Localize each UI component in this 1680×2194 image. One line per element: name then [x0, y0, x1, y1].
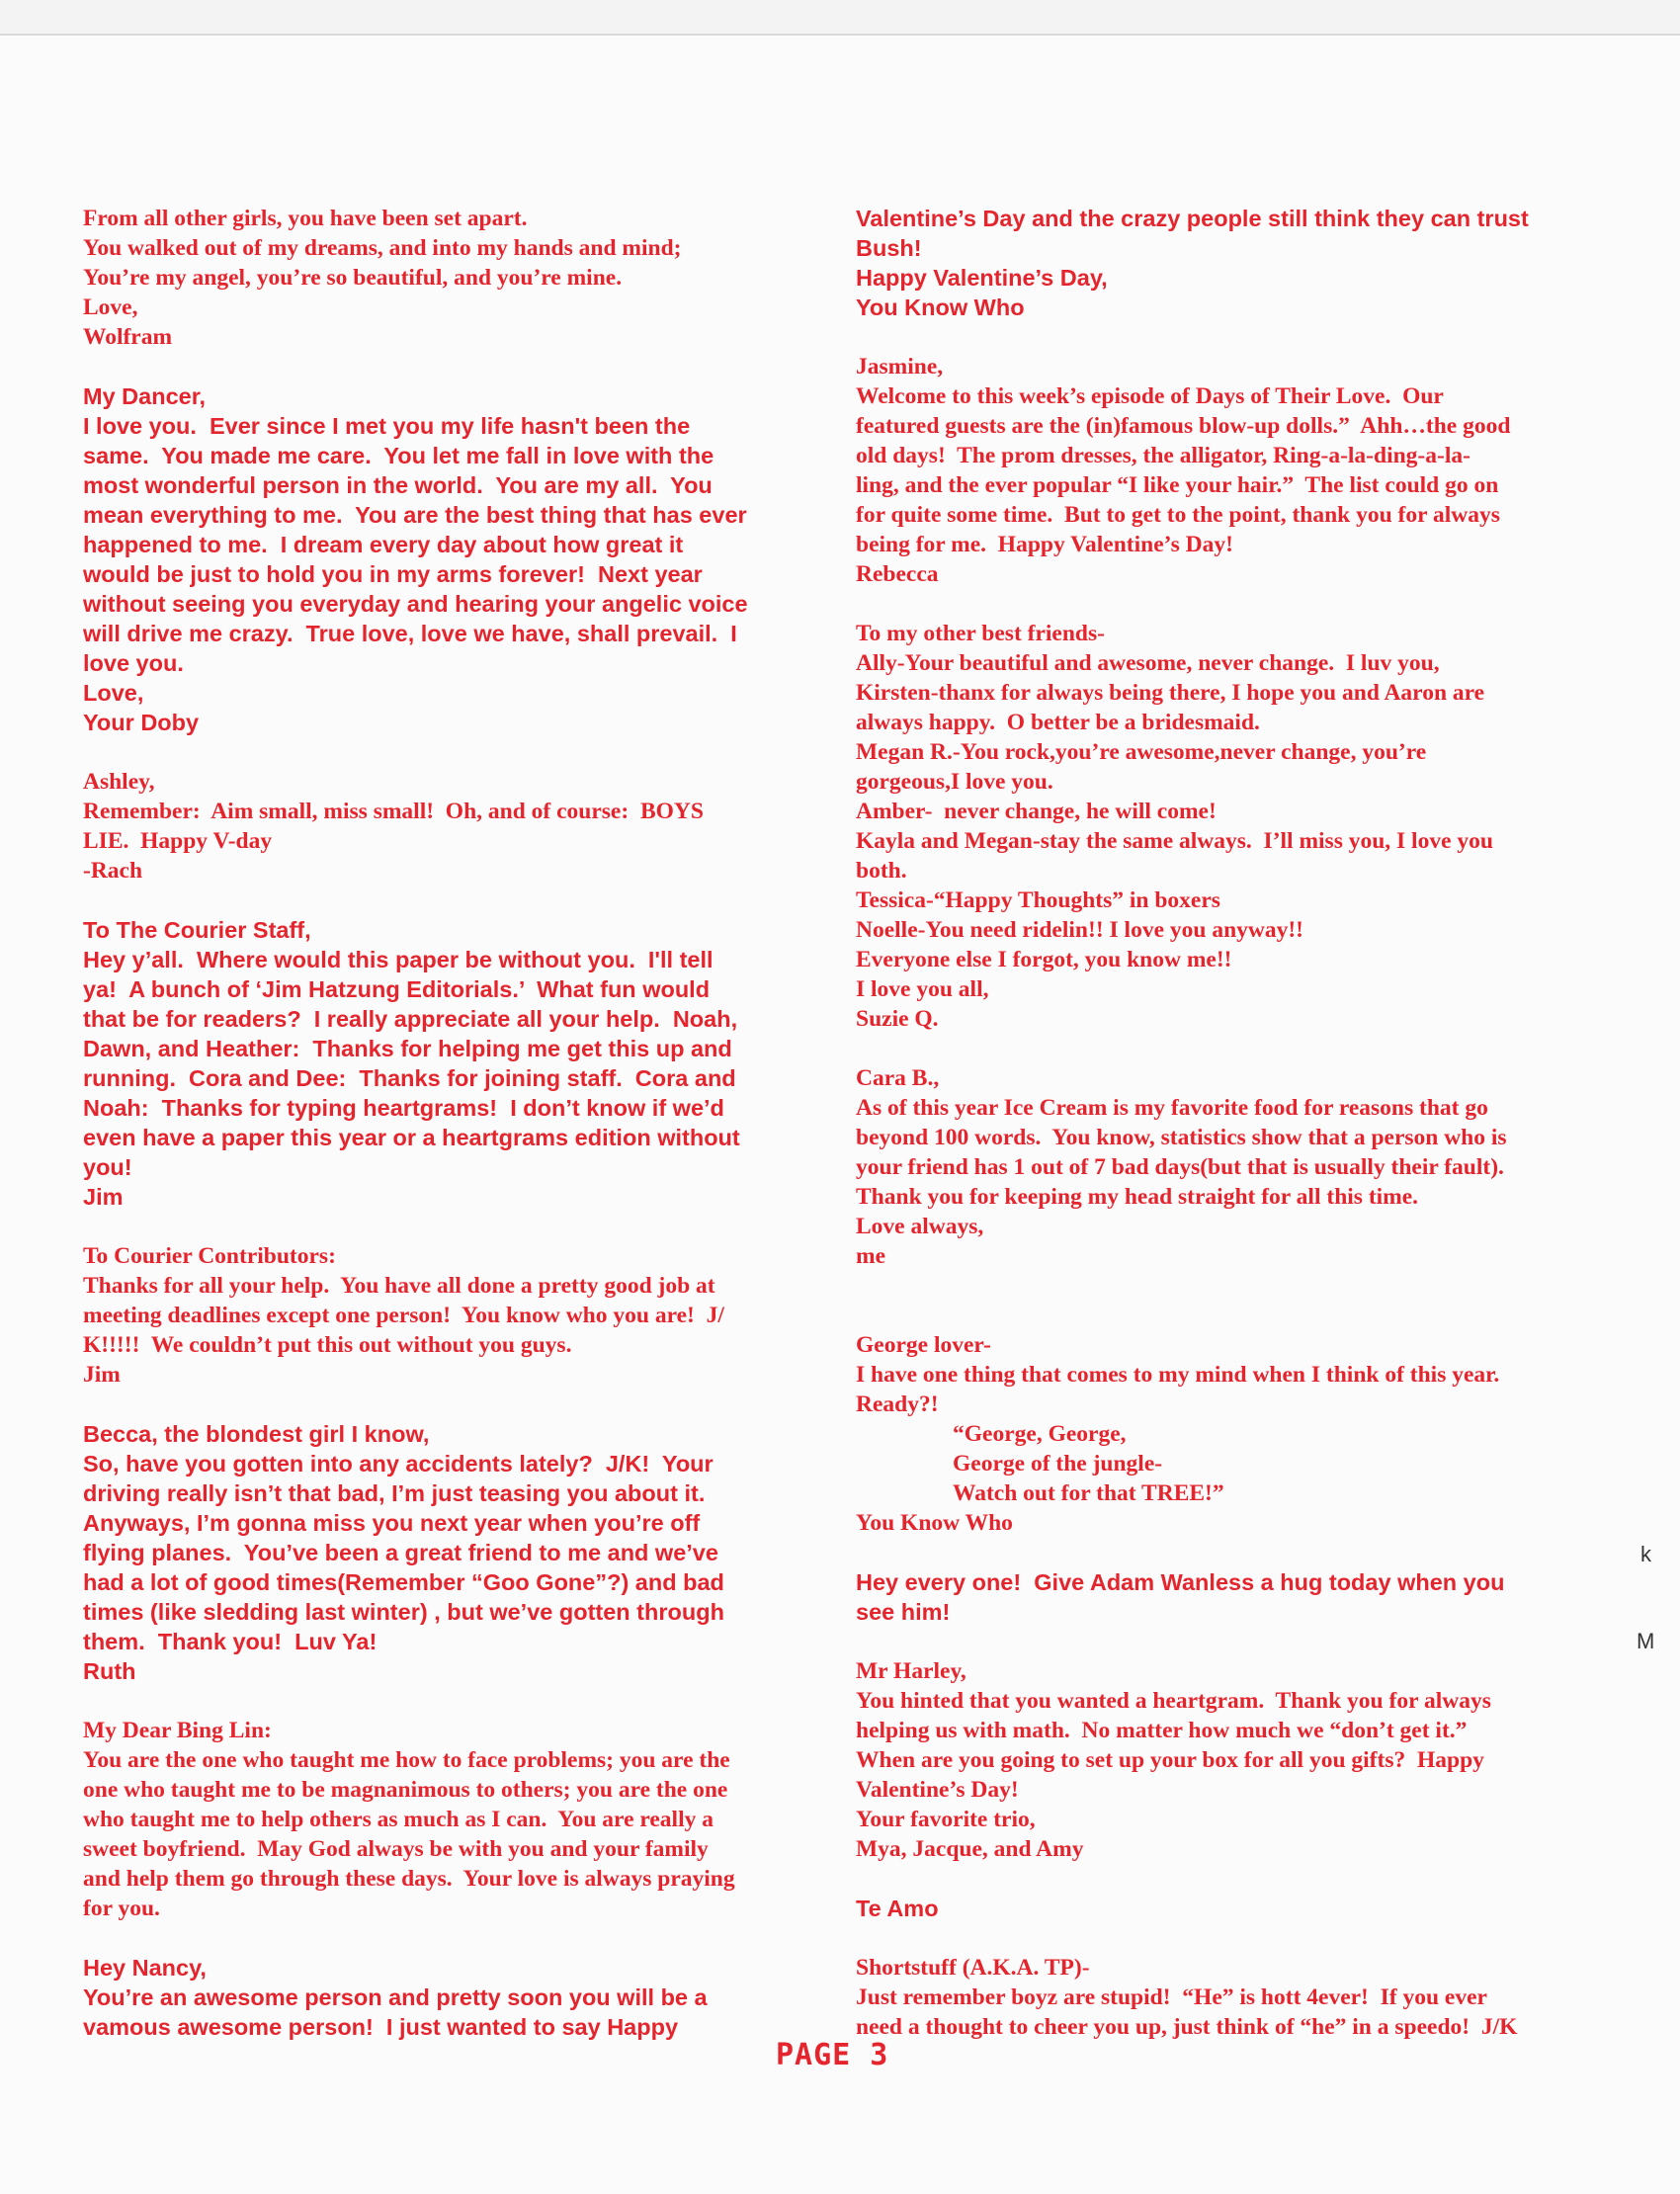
message-line: times (like sledding last winter) , but we’ve gotten through	[83, 1599, 724, 1625]
message-line: would be just to hold you in my arms forever! Next year	[83, 561, 703, 587]
message-line: Kirsten-thanx for always being there, I hope you and Aaron are	[856, 680, 1485, 706]
message-line: and help them go through these days. Your love is always praying	[83, 1866, 735, 1892]
message-line: without seeing you everyday and hearing your angelic voice	[83, 591, 748, 617]
message-line: You’re an awesome person and pretty soon you will be a	[83, 1984, 708, 2010]
message-line: old days! The prom dresses, the alligator, Ring-a-la-ding-a-la-	[856, 443, 1470, 468]
message-line: To my other best friends-	[856, 621, 1105, 646]
message-line: driving really isn’t that bad, I’m just teasing you about it.	[83, 1480, 706, 1506]
message-line: Happy Valentine’s Day,	[856, 265, 1108, 291]
message-line: Cara B.,	[856, 1065, 940, 1091]
message-line: I love you all,	[856, 976, 989, 1002]
message-line: most wonderful person in the world. You are my all. You	[83, 472, 713, 498]
message-line: LIE. Happy V-day	[83, 828, 273, 854]
message-line: I love you. Ever since I met you my life hasn't been the	[83, 413, 691, 439]
message-line: Shortstuff (A.K.A. TP)-	[856, 1955, 1090, 1981]
message-line: me	[856, 1243, 886, 1269]
message-line: Valentine’s Day!	[856, 1777, 1019, 1803]
message-line: who taught me to help others as much as I can. You are really a	[83, 1807, 714, 1832]
message-line: love you.	[83, 650, 184, 676]
heartgram-message	[856, 1894, 1607, 1923]
message-line: Your Doby	[83, 710, 200, 735]
message-line: helping us with math. No matter how much we “don’t get it.”	[856, 1718, 1468, 1743]
message-line: Noelle-You need ridelin!! I love you anyway!!	[856, 917, 1304, 943]
message-line: As of this year Ice Cream is my favorite food for reasons that go	[856, 1095, 1488, 1121]
message-line: beyond 100 words. You know, statistics show that a person who is	[856, 1125, 1507, 1150]
message-line: Ruth	[83, 1658, 136, 1684]
heartgram-message	[856, 1656, 1607, 1864]
left-column	[83, 204, 834, 2071]
message-line: -Rach	[83, 858, 143, 884]
message-line: Love always,	[856, 1214, 984, 1239]
message-line: Just remember boyz are stupid! “He” is hott 4ever! If you ever	[856, 1984, 1487, 2010]
page-number: PAGE 3	[776, 2038, 889, 2072]
right-column	[856, 204, 1607, 2071]
message-line: Bush!	[856, 235, 922, 261]
message-line: Your favorite trio,	[856, 1807, 1036, 1832]
margin-letter-m: M	[1637, 1629, 1655, 1653]
message-line: Kayla and Megan-stay the same always. I’ll miss you, I love you	[856, 828, 1493, 854]
message-line: for you.	[83, 1896, 160, 1921]
message-line: flying planes. You’ve been a great friend to me and we’ve	[83, 1540, 718, 1565]
message-line: Hey Nancy,	[83, 1955, 207, 1981]
message-line: always happy. O better be a bridesmaid.	[856, 710, 1260, 735]
message-line: you!	[83, 1154, 132, 1180]
message-line	[856, 1271, 1607, 1301]
message-line: running. Cora and Dee: Thanks for joining staff. Cora and	[83, 1065, 736, 1091]
message-line: Love,	[83, 680, 144, 706]
message-line: Ready?!	[856, 1392, 939, 1417]
message-line: mean everything to me. You are the best thing that has ever	[83, 502, 747, 528]
message-line: Watch out for that TREE!”	[953, 1480, 1224, 1506]
message-line: Jim	[83, 1362, 121, 1388]
message-line: being for me. Happy Valentine’s Day!	[856, 532, 1233, 557]
message-line: I have one thing that comes to my mind when I think of this year.	[856, 1362, 1500, 1388]
message-line: that be for readers? I really appreciate all your help. Noah,	[83, 1006, 738, 1032]
heartgram-message	[83, 1419, 834, 1686]
message-line: Love,	[83, 295, 138, 320]
message-line: George of the jungle-	[953, 1451, 1163, 1477]
message-line: You hinted that you wanted a heartgram. Thank you for always	[856, 1688, 1491, 1714]
heartgram-message	[83, 1241, 834, 1390]
message-line: My Dancer,	[83, 383, 207, 409]
message-line: Everyone else I forgot, you know me!!	[856, 947, 1232, 972]
message-line: “George, George,	[953, 1421, 1127, 1447]
message-line: Te Amo	[856, 1896, 939, 1921]
message-line: When are you going to set up your box for all you gifts? Happy	[856, 1747, 1484, 1773]
message-line: Megan R.-You rock,you’re awesome,never change, you’re	[856, 739, 1427, 765]
message-line: Tessica-“Happy Thoughts” in boxers	[856, 887, 1220, 913]
heartgram-message	[856, 619, 1607, 1034]
message-line: Thanks for all your help. You have all done a pretty good job at	[83, 1273, 715, 1299]
message-line: Hey y’all. Where would this paper be without you. I'll tell	[83, 947, 714, 972]
heartgram-message	[83, 915, 834, 1212]
message-line: Hey every one! Give Adam Wanless a hug today when you	[856, 1569, 1505, 1595]
heartgram-message	[856, 204, 1607, 322]
heartgram-message	[83, 381, 834, 737]
message-line: had a lot of good times(Remember “Goo Gone”?) and bad	[83, 1569, 724, 1595]
message-line: ya! A bunch of ‘Jim Hatzung Editorials.’ What fun would	[83, 976, 711, 1002]
message-line: From all other girls, you have been set apart.	[83, 206, 528, 231]
heartgram-message	[83, 767, 834, 886]
message-line: see him!	[856, 1599, 951, 1625]
message-line: even have a paper this year or a heartgrams edition without	[83, 1125, 740, 1150]
message-line: You Know Who	[856, 295, 1025, 320]
message-line: Rebecca	[856, 561, 939, 587]
message-line: vamous awesome person! I just wanted to say Happy	[83, 2014, 679, 2040]
heartgram-message	[856, 352, 1607, 589]
message-line: meeting deadlines except one person! You know who you are! J/	[83, 1303, 724, 1328]
message-line: sweet boyfriend. May God always be with you and your family	[83, 1836, 709, 1862]
scan-top-edge	[0, 0, 1680, 36]
message-line: Jasmine,	[856, 354, 944, 380]
message-line: To Courier Contributors:	[83, 1243, 336, 1269]
message-line: My Dear Bing Lin:	[83, 1718, 272, 1743]
message-line: same. You made me care. You let me fall in love with the	[83, 443, 714, 468]
message-line: Jim	[83, 1184, 124, 1210]
message-line: Suzie Q.	[856, 1006, 939, 1032]
message-line: Noah: Thanks for typing heartgrams! I don’t know if we’d	[83, 1095, 724, 1121]
message-line: You are the one who taught me how to face problems; you are the	[83, 1747, 730, 1773]
message-line: Ally-Your beautiful and awesome, never change. I luv you,	[856, 650, 1440, 676]
message-line: will drive me crazy. True love, love we have, shall prevail. I	[83, 621, 737, 646]
message-line: To The Courier Staff,	[83, 917, 311, 943]
message-line: your friend has 1 out of 7 bad days(but that is usually their fault).	[856, 1154, 1504, 1180]
heartgram-message	[83, 1953, 834, 2042]
message-line: Amber- never change, he will come!	[856, 799, 1217, 824]
message-line: one who taught me to be magnanimous to others; you are the one	[83, 1777, 728, 1803]
heartgram-message	[856, 1953, 1607, 2042]
message-line: Valentine’s Day and the crazy people still think they can trust	[856, 206, 1529, 231]
message-line: K!!!!! We couldn’t put this out without you guys.	[83, 1332, 572, 1358]
message-line: Dawn, and Heather: Thanks for helping me get this up and	[83, 1036, 732, 1061]
message-line: both.	[856, 858, 907, 884]
message-line: Ashley,	[83, 769, 155, 795]
message-line: Welcome to this week’s episode of Days of Their Love. Our	[856, 383, 1444, 409]
margin-letter-k: k	[1640, 1542, 1651, 1566]
message-line: for quite some time. But to get to the point, thank you for always	[856, 502, 1500, 528]
message-line: Becca, the blondest girl I know,	[83, 1421, 430, 1447]
message-line: happened to me. I dream every day about how great it	[83, 532, 684, 557]
heartgram-message	[856, 1330, 1607, 1538]
message-line: Mr Harley,	[856, 1658, 966, 1684]
message-line: ling, and the ever popular “I like your hair.” The list could go on	[856, 472, 1499, 498]
heartgram-message	[856, 1567, 1607, 1627]
message-line: them. Thank you! Luv Ya!	[83, 1629, 378, 1654]
message-line: You Know Who	[856, 1510, 1013, 1536]
message-line: Remember: Aim small, miss small! Oh, and of course: BOYS	[83, 799, 704, 824]
message-line: You walked out of my dreams, and into my hands and mind;	[83, 235, 682, 261]
message-line: Thank you for keeping my head straight for all this time.	[856, 1184, 1419, 1210]
heartgram-message	[83, 204, 834, 352]
heartgram-message	[83, 1716, 834, 1923]
message-line: gorgeous,I love you.	[856, 769, 1053, 795]
message-line: George lover-	[856, 1332, 991, 1358]
message-line: Mya, Jacque, and Amy	[856, 1836, 1084, 1862]
message-line: featured guests are the (in)famous blow-up dolls.” Ahh…the good	[856, 413, 1511, 439]
heartgram-message	[856, 1063, 1607, 1301]
message-line: You’re my angel, you’re so beautiful, and you’re mine.	[83, 265, 623, 291]
message-line: So, have you gotten into any accidents lately? J/K! Your	[83, 1451, 714, 1477]
message-line: need a thought to cheer you up, just think of “he” in a speedo! J/K	[856, 2014, 1518, 2040]
message-line: Anyways, I’m gonna miss you next year when you’re off	[83, 1510, 701, 1536]
message-line: Wolfram	[83, 324, 173, 350]
